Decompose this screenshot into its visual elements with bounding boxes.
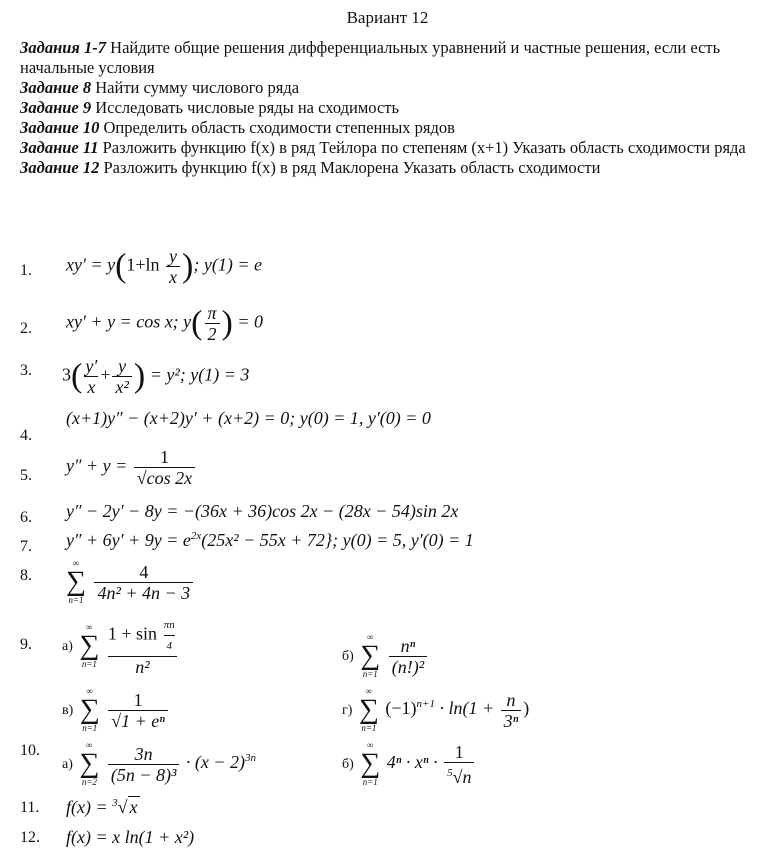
problem-8-number: 8. bbox=[20, 567, 32, 584]
task-12: Задание 12 Разложить функцию f(x) в ряд Маклорена Указать область сходимости bbox=[20, 158, 601, 177]
problem-6-equation: y″ − 2y′ − 8y = −(36x + 36)cos 2x − (28x − 54)sin 2x bbox=[66, 501, 459, 521]
problem-10-number: 10. bbox=[20, 742, 40, 759]
task-10: Задание 10 Определить область сходимости степенных рядов bbox=[20, 118, 455, 137]
problem-6-number: 6. bbox=[20, 509, 32, 526]
problem-12-function: f(x) = x ln(1 + x²) bbox=[66, 827, 195, 847]
task-11: Задание 11 Разложить функцию f(x) в ряд Тейлора по степеням (x+1) Указать область сходимости ряда bbox=[20, 138, 746, 157]
problem-7-equation: $y'' + 6y' + 9y = e^{2x}(25x^2 - 55x + 72\}$; y(0) = 5, y′(0) = 1 bbox=[66, 530, 474, 550]
problem-4-number: 4. bbox=[20, 427, 32, 444]
variant-title: Вариант 12 bbox=[346, 8, 429, 27]
task-list bbox=[20, 38, 760, 178]
problem-7-number: 7. bbox=[20, 538, 32, 555]
problem-9b-series: б) ∞ ∑ n=1 $\frac{\text{nⁿ}}{\text{(n!)²}}$ bbox=[342, 632, 429, 680]
task-1-7: Задания 1-7 Найдите общие решения дифференциальных уравнений и частные решения, если есть начальные условия bbox=[20, 38, 721, 77]
problem-3-number: 3. bbox=[20, 362, 32, 379]
problem-11-function: f(x) = $^3$√ x bbox=[66, 797, 138, 817]
problem-2-number: 2. bbox=[20, 320, 32, 337]
problem-10a-series: а) ∞ ∑ n=2 $\frac{3n}{\text{(5n − 8)³}}$ · $(x - 2)^{3n}$ bbox=[62, 740, 257, 787]
problem-9a-series: а) ∞ ∑ n=1 1 + sin $\frac{\pi n}{4}$ n² bbox=[62, 615, 179, 677]
problem-11-number: 11. bbox=[20, 799, 40, 816]
problem-5-number: 5. bbox=[20, 467, 32, 484]
problem-5-equation: y″ + y = $\frac{1}{√\cos 2x}$ bbox=[66, 447, 197, 488]
problem-2-equation: xy′ + y = cos x; y( $\frac{\pi}{2}$ ) = 0 bbox=[66, 303, 263, 344]
problem-10b-series: б) ∞ ∑ n=1 4ⁿ · xⁿ · $\frac{1}{^5√n}$ bbox=[342, 740, 476, 788]
problem-3-equation: 3( $\frac{y'}{x}$ + $\frac{y}{\text{x²}}$ ) = y²; y(1) = 3 bbox=[62, 356, 250, 397]
problem-9-number: 9. bbox=[20, 636, 32, 653]
problem-8-series: ∞ ∑ n=1 $\frac{4}{\text{4n² + 4n − 3}}$ bbox=[64, 558, 195, 606]
problem-12-number: 12. bbox=[20, 829, 40, 846]
problem-1-number: 1. bbox=[20, 262, 32, 279]
problem-9c-series: в) ∞ ∑ n=1 $\frac{1}{\text{√1 + eⁿ}}$ bbox=[62, 686, 170, 734]
problem-1-equation: xy′ = y(1+ln $\frac{y}{x}$ ); y(1) = e bbox=[66, 246, 262, 287]
problem-9d-series: г) ∞ ∑ n=1 $(-1)^{n+1} \cdot \ln(1$ + $\frac{n}{\text{3ⁿ}}$ ) bbox=[342, 686, 530, 733]
task-9: Задание 9 Исследовать числовые ряды на сходимость bbox=[20, 98, 400, 117]
task-8: Задание 8 Найти сумму числового ряда bbox=[20, 78, 300, 97]
problem-4-equation: (x+1)y″ − (x+2)y′ + (x+2) = 0; y(0) = 1, y′(0) = 0 bbox=[66, 408, 431, 428]
